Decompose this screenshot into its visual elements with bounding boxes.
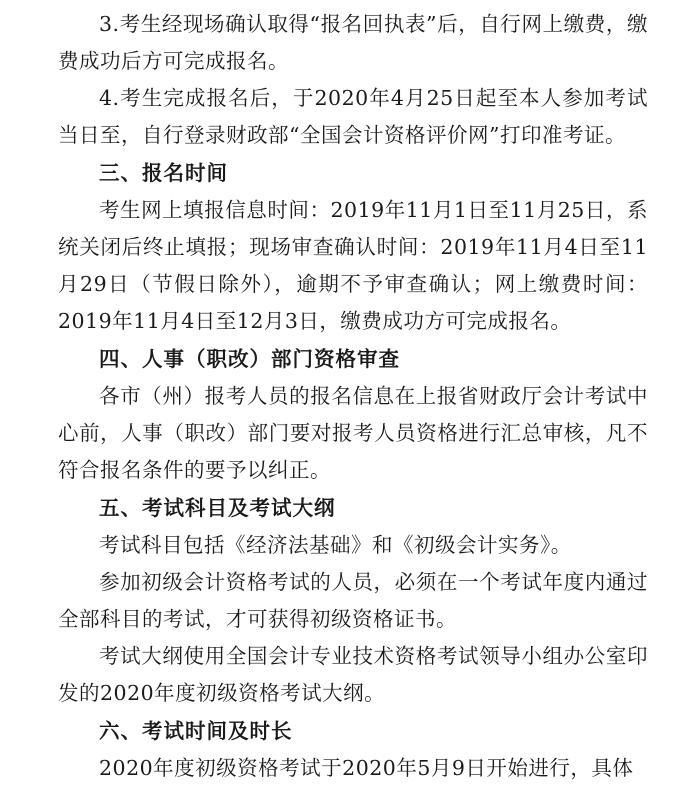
paragraph-qualification-review: 各市（州）报考人员的报名信息在上报省财政厅会计考试中心前，人事（职改）部门要对报考人员资格进行汇总审核，凡不符合报名条件的要予以纠正。 xyxy=(58,384,648,482)
paragraph-admission-ticket: 4.考生完成报名后，于2020年4月25日起至本人参加考试当日至，自行登录财政部“全国会计资格评价网”打印准考证。 xyxy=(58,86,648,147)
paragraph-payment: 3.考生经现场确认取得“报名回执表”后，自行网上缴费，缴费成功后方可完成报名。 xyxy=(58,12,648,73)
paragraph-exam-time: 2020年度初级资格考试于2020年5月9日开始进行，具体 xyxy=(99,756,634,780)
paragraph-registration-time: 考生网上填报信息时间：2019年11月1日至11月25日，系统关闭后终止填报；现场审查确认时间：2019年11月4日至11月29日（节假日除外），逾期不予审查确认；网上缴费时间：2019年11月4日至12月3日，缴费成功方可完成报名。 xyxy=(58,198,648,333)
section-heading-registration-time: 三、报名时间 xyxy=(99,161,228,185)
section-heading-subjects-syllabus: 五、考试科目及考试大纲 xyxy=(99,496,336,520)
section-heading-qualification-review: 四、人事（职改）部门资格审查 xyxy=(99,347,400,371)
paragraph-subjects: 考试科目包括《经济法基础》和《初级会计实务》。 xyxy=(99,533,572,557)
paragraph-pass-requirement: 参加初级会计资格考试的人员，必须在一个考试年度内通过全部科目的考试，才可获得初级资格证书。 xyxy=(58,570,648,631)
paragraph-syllabus: 考试大纲使用全国会计专业技术资格考试领导小组办公室印发的2020年度初级资格考试大纲。 xyxy=(58,644,648,705)
section-heading-exam-time: 六、考试时间及时长 xyxy=(99,719,293,743)
